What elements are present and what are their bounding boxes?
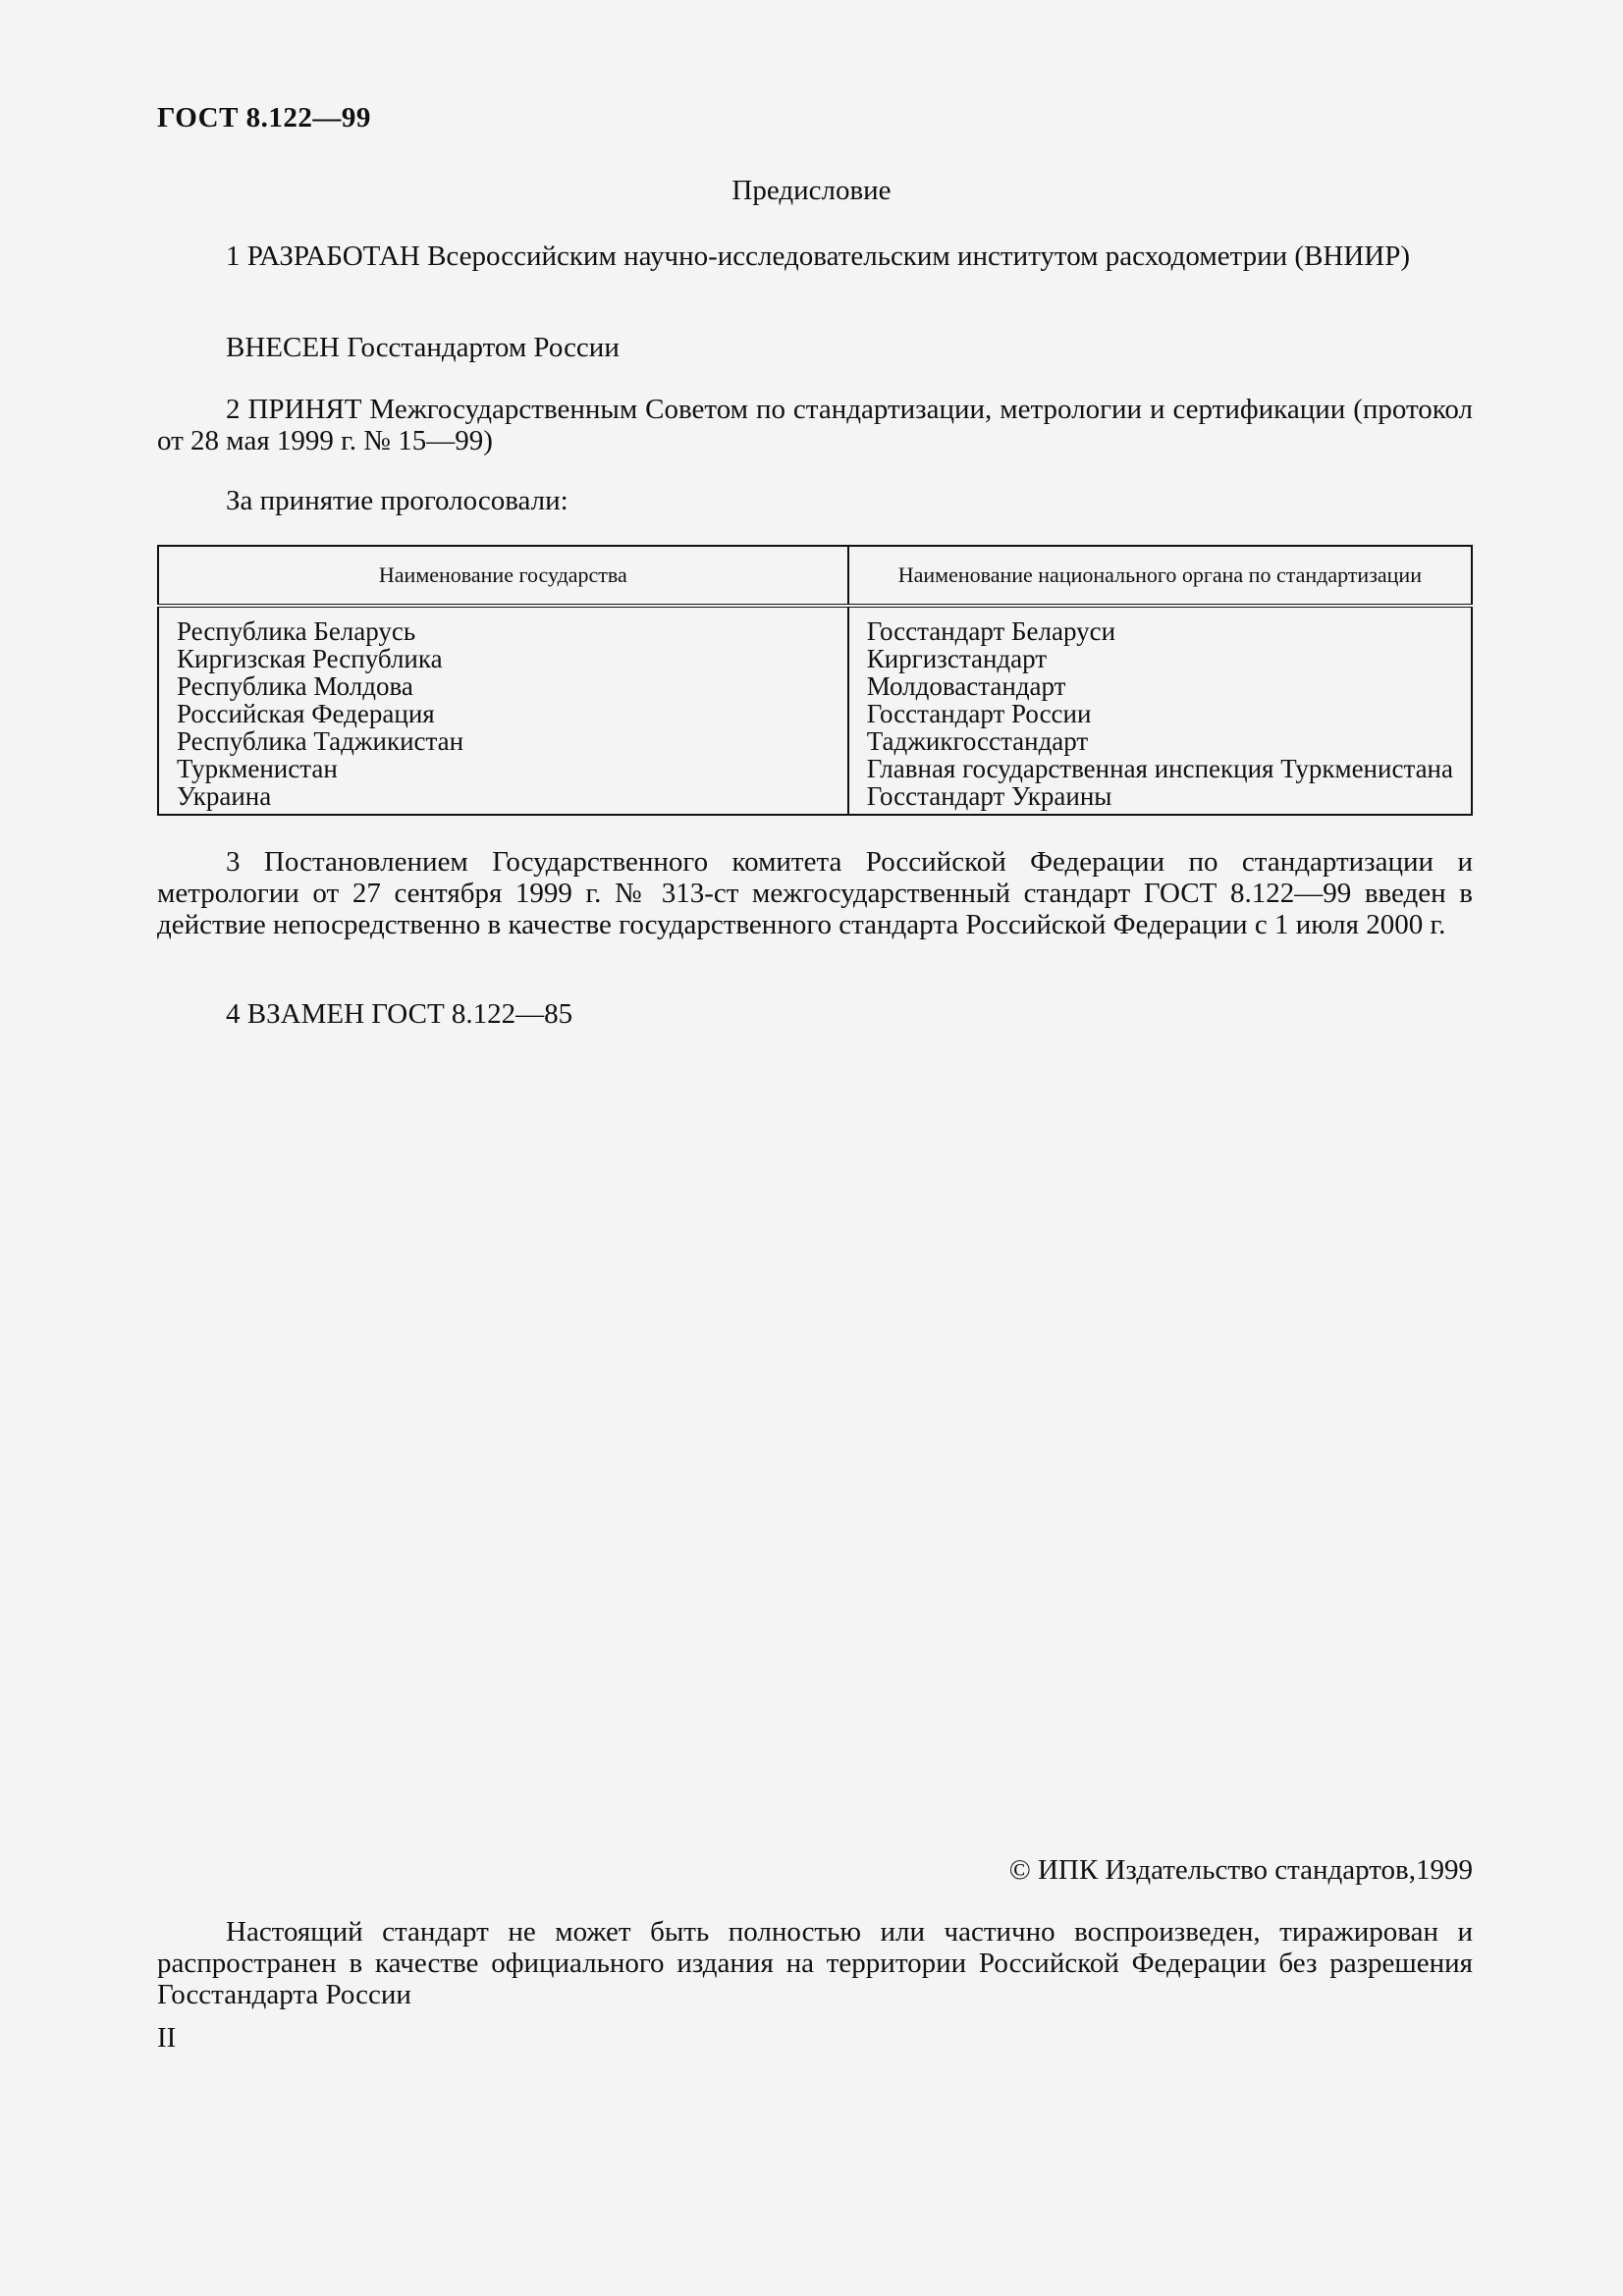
page-number: II [157, 2022, 177, 2054]
paragraph-developed-by: 1 РАЗРАБОТАН Всероссийским научно-исследовательским институтом расходометрии (ВНИИР) [226, 240, 1411, 272]
state-name: Российская Федерация [177, 699, 435, 728]
state-name: Туркменистан [177, 754, 338, 783]
paragraph-resolution: 3 Постановлением Государственного комитета Российской Федерации по стандартизации и метрологии от 27 сентября 1999 г. № 313-ст межгосударственный стандарт ГОСТ 8.122—99 введен в действие непосредственно в качестве государственного стандарта Российской Федерации с 1 июля 2000 г. [157, 846, 1473, 940]
state-name: Украина [177, 781, 272, 811]
table-row [158, 606, 1472, 815]
state-name: Республика Таджикистан [177, 726, 464, 756]
reproduction-notice: Настоящий стандарт не может быть полностью или частично воспроизведен, тиражирован и распространен в качестве официального издания на территории Российской Федерации без разрешения Госстандарта России [157, 1916, 1473, 2010]
state-name: Республика Беларусь [177, 616, 416, 646]
voting-states-table [157, 545, 1473, 816]
column-header-state: Наименование государства [158, 546, 848, 606]
state-name: Республика Молдова [177, 671, 413, 701]
national-body-name: Госстандарт Украины [866, 781, 1112, 811]
national-body-name: Госстандарт России [866, 699, 1092, 728]
document-code: ГОСТ 8.122—99 [157, 102, 371, 133]
national-body-name: Молдовастандарт [866, 671, 1066, 701]
state-name: Киргизская Республика [177, 644, 443, 673]
paragraph-adopted-by: 2 ПРИНЯТ Межгосударственным Советом по стандартизации, метрологии и сертификации (протокол от 28 мая 1999 г. № 15—99) [157, 394, 1473, 456]
section-title: Предисловие [731, 175, 892, 206]
national-bodies-cell [848, 606, 1472, 815]
paragraph-replaces: 4 ВЗАМЕН ГОСТ 8.122—85 [226, 998, 573, 1030]
paragraph-voted-for: За принятие проголосовали: [226, 485, 568, 516]
table-header-row [158, 546, 1472, 606]
national-body-name: Киргизстандарт [866, 644, 1048, 673]
column-header-national-body: Наименование национального органа по стандартизации [848, 546, 1472, 606]
national-body-name: Таджикгосстандарт [866, 726, 1089, 756]
state-names-cell [158, 606, 848, 815]
paragraph-introduced-by: ВНЕСЕН Госстандартом России [226, 332, 620, 363]
national-body-name: Главная государственная инспекция Туркменистана [866, 754, 1453, 783]
copyright-line: © ИПК Издательство стандартов,1999 [1008, 1854, 1473, 1886]
national-body-name: Госстандарт Беларуси [866, 616, 1116, 646]
